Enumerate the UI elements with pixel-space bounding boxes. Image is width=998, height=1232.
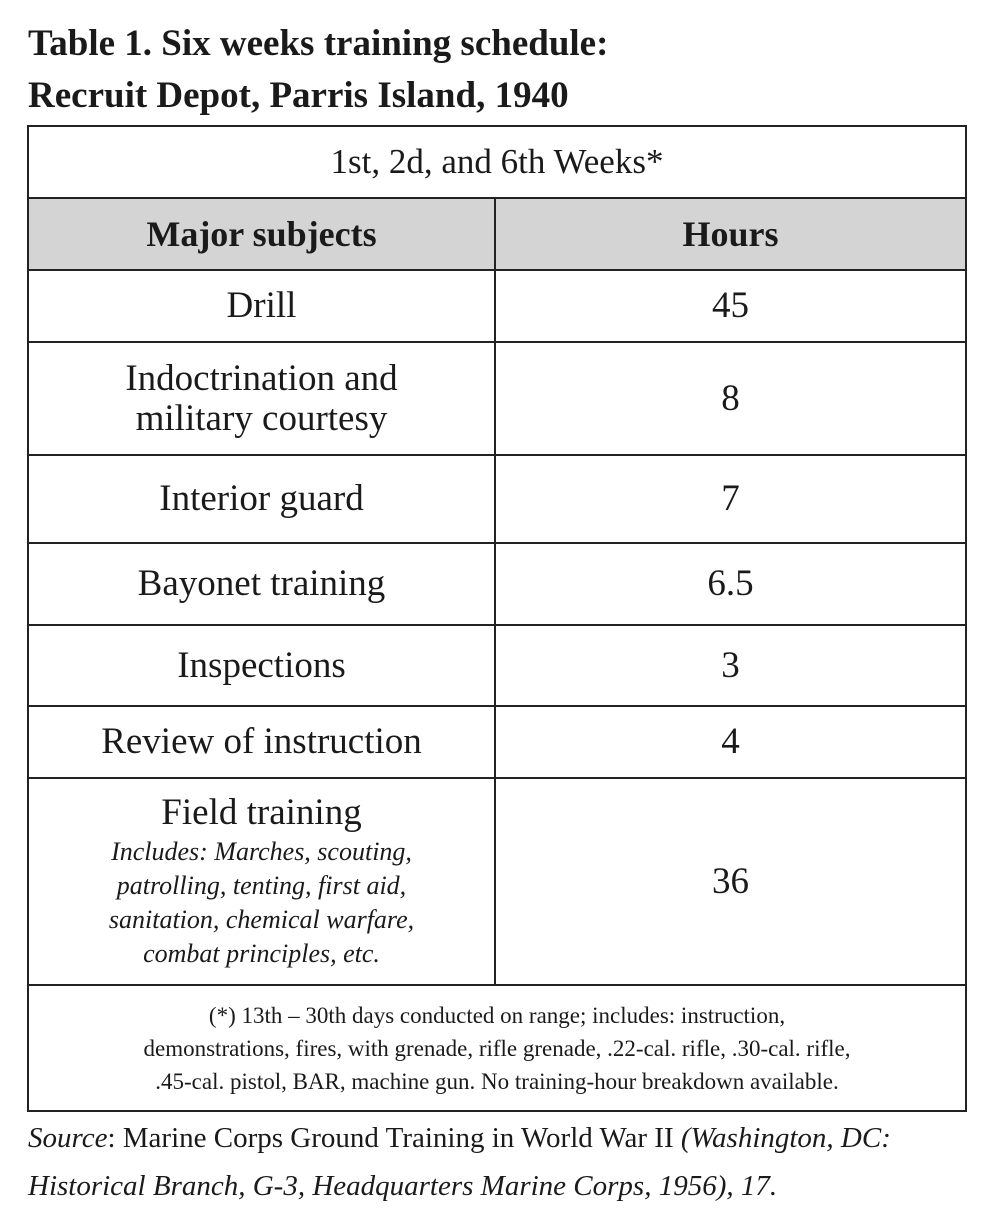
table-row [28,342,966,455]
hours-cell: 3 [495,625,966,706]
table-row [28,270,966,342]
hours-cell: 45 [495,270,966,342]
subject-detail [37,835,486,971]
source-publication: (Washington, DC: Historical Branch, G-3, Headquarters Marine Corps, 1956), 17. [28,1122,891,1202]
source-title: Marine Corps Ground Training in World War II [122,1122,681,1154]
header-hours: Hours [495,198,966,270]
source-separator: : [107,1122,123,1154]
hours-cell: 6.5 [495,543,966,625]
table-caption: 1st, 2d, and 6th Weeks* [28,126,966,198]
subject-cell: Review of instruction [28,706,495,778]
table-row [28,455,966,543]
table-row [28,543,966,625]
subject-cell: Drill [28,270,495,342]
footnote-line: demonstrations, fires, with grenade, rifle grenade, .22-cal. rifle, .30-cal. rifle, [143,1035,851,1061]
table-footnote-row [28,985,966,1111]
footnote-line: (*) 13th – 30th days conducted on range; includes: instruction, [208,1002,786,1028]
subject-cell [28,778,495,985]
table-title-line-1: Table 1. Six weeks training schedule: [28,23,609,64]
subject-detail-line: sanitation, chemical warfare, [108,904,415,934]
subject-cell [28,342,495,455]
source-label: Source [28,1122,108,1154]
subject-detail-line: Includes: Marches, scouting, [111,836,412,866]
subject-cell: Inspections [28,625,495,706]
training-schedule-table [27,125,967,1112]
hours-cell: 8 [495,342,966,455]
subject-detail-line: combat principles, etc. [143,938,380,968]
hours-cell: 4 [495,706,966,778]
table-title [28,18,978,122]
table-row [28,706,966,778]
table-title-line-2: Recruit Depot, Parris Island, 1940 [28,75,569,116]
subject-cell: Bayonet training [28,543,495,625]
subject-cell: Interior guard [28,455,495,543]
table-footnote [28,985,966,1111]
source-citation [28,1114,968,1210]
footnote-line: .45-cal. pistol, BAR, machine gun. No training-hour breakdown available. [155,1068,839,1094]
header-major-subjects: Major subjects [28,198,495,270]
subject-detail-line: patrolling, tenting, first aid, [116,870,407,900]
hours-cell: 36 [495,778,966,985]
table-row [28,625,966,706]
table-row [28,778,966,985]
table-caption-row [28,126,966,198]
hours-cell: 7 [495,455,966,543]
table-header-row [28,198,966,270]
subject-name: Field training [161,791,362,833]
subject-line: Indoctrination and [125,357,398,399]
subject-line: military courtesy [135,397,388,439]
